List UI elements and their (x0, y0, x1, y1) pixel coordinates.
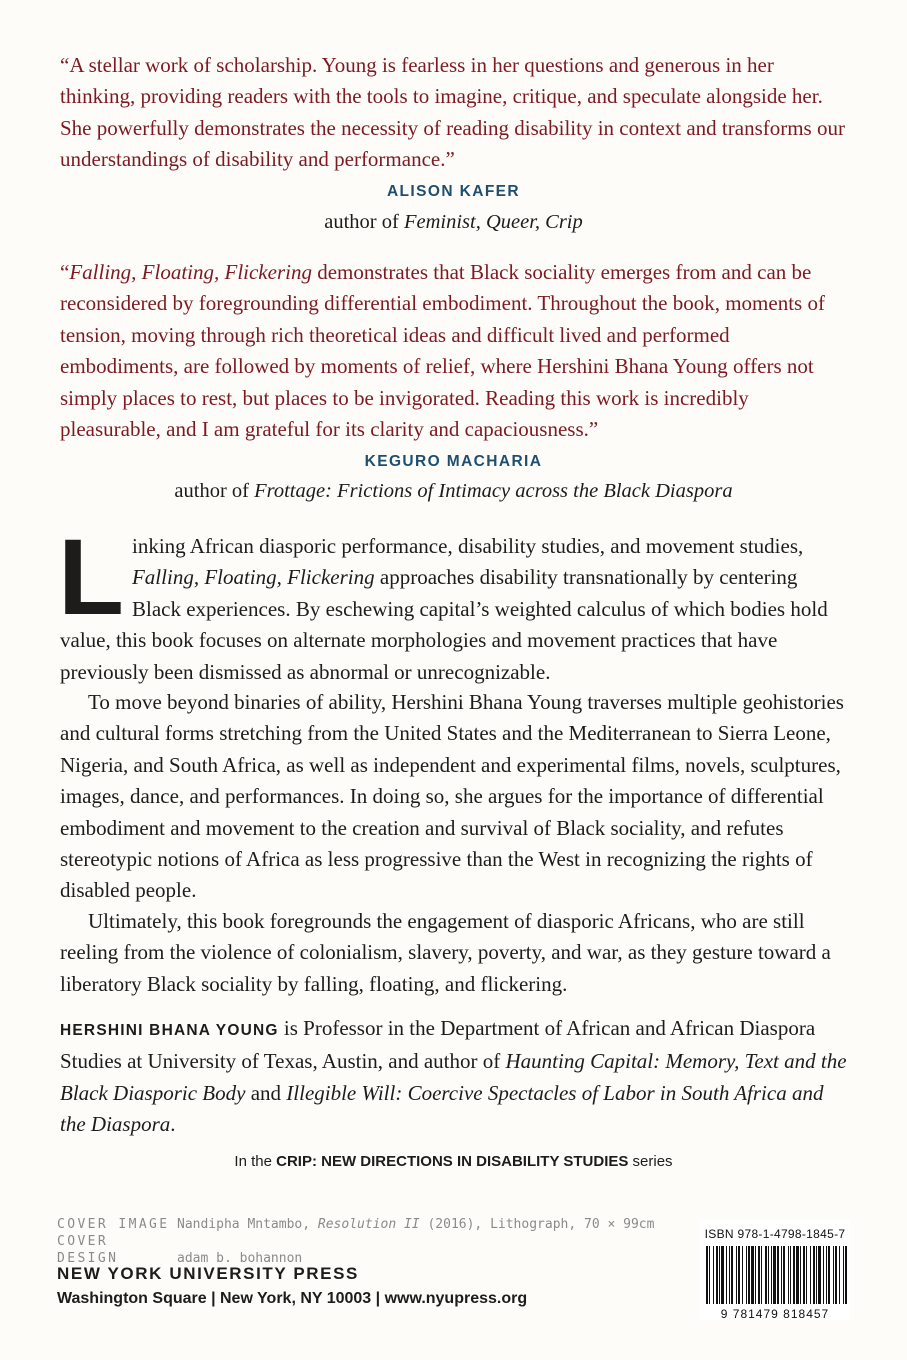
para1-book-title: Falling, Floating, Flickering (131, 565, 375, 590)
cover-image-label: COVER IMAGE (57, 1217, 170, 1232)
blurb-quote-macharia (60, 257, 850, 445)
isbn-number: ISBN 978-1-4798-1845-7 (704, 1227, 846, 1241)
barcode-bar (726, 1246, 727, 1304)
series-line (0, 1153, 907, 1170)
barcode-bar (748, 1246, 750, 1304)
barcode-bar (790, 1246, 791, 1304)
barcode-bar (818, 1246, 821, 1304)
publisher-name: NEW YORK UNIVERSITY PRESS (57, 1264, 359, 1283)
blurb-author-credit-kafer (0, 211, 907, 234)
blurb-author-credit-macharia (0, 480, 907, 503)
bio-and: and (245, 1080, 287, 1105)
barcode-bar (813, 1246, 815, 1304)
barcode-bar (839, 1246, 840, 1304)
barcode-bar (729, 1246, 730, 1304)
barcode-bar (736, 1246, 737, 1304)
open-quote: “ (60, 260, 70, 284)
barcode-bar (742, 1246, 743, 1304)
barcode-bar (781, 1246, 782, 1304)
barcode-bar (823, 1246, 824, 1304)
blurb-text: “A stellar work of scholarship. Young is fearless in her questions and generous in her thinking, providing readers with the tools to imagine, critique, and speculate alongside her. She powerfully demonstrates the necessity of reading disability in context and transforms our understandings of disability and performance.” (60, 53, 845, 172)
barcode-bar (843, 1246, 844, 1304)
barcode-bar (788, 1246, 789, 1304)
barcode-bar (826, 1246, 827, 1304)
blurb-book-title: Falling, Floating, Flickering (69, 260, 312, 284)
cover-image-title: Resolution II (317, 1217, 420, 1232)
description-paragraph-2: To move beyond binaries of ability, Hershini Bhana Young traverses multiple geohistories and cultural forms stretching from the United States and the Mediterranean to Sierra Leone, Nigeria, and South Africa, as well as independent and experimental films, novels, sculptures, images, dance, and performances. In doing so, she argues for the importance of differential embodiment and movement to the creation and survival of Black sociality, and refutes stereotypic notions of Africa as less progressive than the West in recognizing the rights of disabled people. (60, 690, 844, 903)
isbn-barcode (700, 1220, 850, 1320)
barcode-bar (765, 1246, 767, 1304)
barcode-bar (761, 1246, 762, 1304)
credit-prefix: author of (174, 480, 255, 502)
credit-book-title: Frottage: Frictions of Intimacy across the Black Diaspora (254, 480, 733, 502)
barcode-bar (800, 1246, 801, 1304)
barcode-bar (773, 1246, 776, 1304)
barcode-bar (713, 1246, 714, 1304)
barcode-bar (755, 1246, 756, 1304)
barcode-bar (835, 1246, 837, 1304)
barcode-bar (719, 1246, 720, 1304)
barcode-bar (738, 1246, 740, 1304)
barcode-bar (810, 1246, 811, 1304)
blurb-author-name-macharia: KEGURO MACHARIA (364, 453, 543, 470)
ean-digits: 9 781479 818457 (720, 1307, 830, 1321)
bio-book-2: Illegible Will: Coercive Spectacles of Labor in South Africa and the Diaspora (60, 1080, 824, 1137)
barcode-bar (845, 1246, 847, 1304)
barcode-bar (716, 1246, 718, 1304)
credit-book-title: Feminist, Queer, Crip (403, 211, 583, 233)
barcode-bar (746, 1246, 747, 1304)
bio-text: is Professor in the Department of African and African Diaspora Studies at University of Texas, Austin, and author of (60, 1016, 816, 1074)
cover-design-credit (57, 1233, 654, 1267)
barcode-bar (833, 1246, 834, 1304)
barcode-bar (803, 1246, 805, 1304)
description-paragraph-1 (58, 516, 850, 688)
barcode-bar (793, 1246, 795, 1304)
author-bio (60, 1013, 850, 1141)
blurb-quote-kafer (60, 50, 850, 176)
barcode-bar (709, 1246, 710, 1304)
cover-image-artist: Nandipha Mntambo, (177, 1217, 318, 1232)
cover-design-label: COVER DESIGN (57, 1234, 119, 1266)
para1-rest: approaches disability transnationally by centering Black experiences. By eschewing capital’s weighted calculus of which bodies hold value, this book focuses on alternate morphologies and movement practices that have previously been dismissed as abnormal or unrecognizable. (60, 565, 828, 684)
blurb-text: demonstrates that Black sociality emerges from and can be reconsidered by foregrounding differential embodiment. Throughout the book, moments of tension, moving through rich theoretical ideas and difficult lived and performed embodiments, are followed by moments of relief, where Hershini Bhana Young offers not simply places to rest, but places to be invigorated. Reading this work is incredibly pleasurable, and I am grateful for its clarity and capaciousness.” (60, 260, 825, 442)
cover-designer: adam b. bohannon (177, 1251, 303, 1266)
barcode-bar (751, 1246, 754, 1304)
barcode-bar (758, 1246, 760, 1304)
series-name: CRIP: NEW DIRECTIONS IN DISABILITY STUDIES (276, 1153, 629, 1170)
bio-book-1: Haunting Capital: Memory, Text and the Black Diasporic Body (60, 1049, 847, 1105)
barcode-bar (731, 1246, 733, 1304)
cover-credits (57, 1216, 654, 1267)
barcode-bar (796, 1246, 799, 1304)
series-prefix: In the (234, 1153, 277, 1170)
barcode-bars (700, 1246, 850, 1306)
cover-image-details: (2016), Lithograph, 70 × 99cm (419, 1217, 655, 1232)
drop-cap: L (58, 516, 124, 637)
barcode-bar (706, 1246, 708, 1304)
cover-image-credit (57, 1216, 654, 1233)
publisher-address: Washington Square | New York, NY 10003 | www.nyupress.org (57, 1290, 528, 1307)
barcode-bar (806, 1246, 807, 1304)
barcode-bar (771, 1246, 772, 1304)
barcode-bar (828, 1246, 830, 1304)
description-paragraph-3: Ultimately, this book foregrounds the engagement of diasporic Africans, who are still reeling from the violence of colonialism, slavery, poverty, and war, as they gesture toward a liberatory Black sociality by falling, floating, and flickering. (60, 909, 831, 996)
barcode-bar (721, 1246, 724, 1304)
para1-start: inking African diasporic performance, disability studies, and movement studies, (131, 534, 804, 558)
series-suffix: series (628, 1153, 673, 1170)
barcode-bar (768, 1246, 769, 1304)
blurb-author-name-kafer: ALISON KAFER (386, 183, 521, 200)
barcode-bar (816, 1246, 817, 1304)
barcode-bar (777, 1246, 779, 1304)
barcode-bar (783, 1246, 785, 1304)
author-name: HERSHINI BHANA YOUNG (60, 1022, 279, 1039)
bio-end: . (170, 1112, 176, 1137)
credit-prefix: author of (324, 211, 404, 233)
